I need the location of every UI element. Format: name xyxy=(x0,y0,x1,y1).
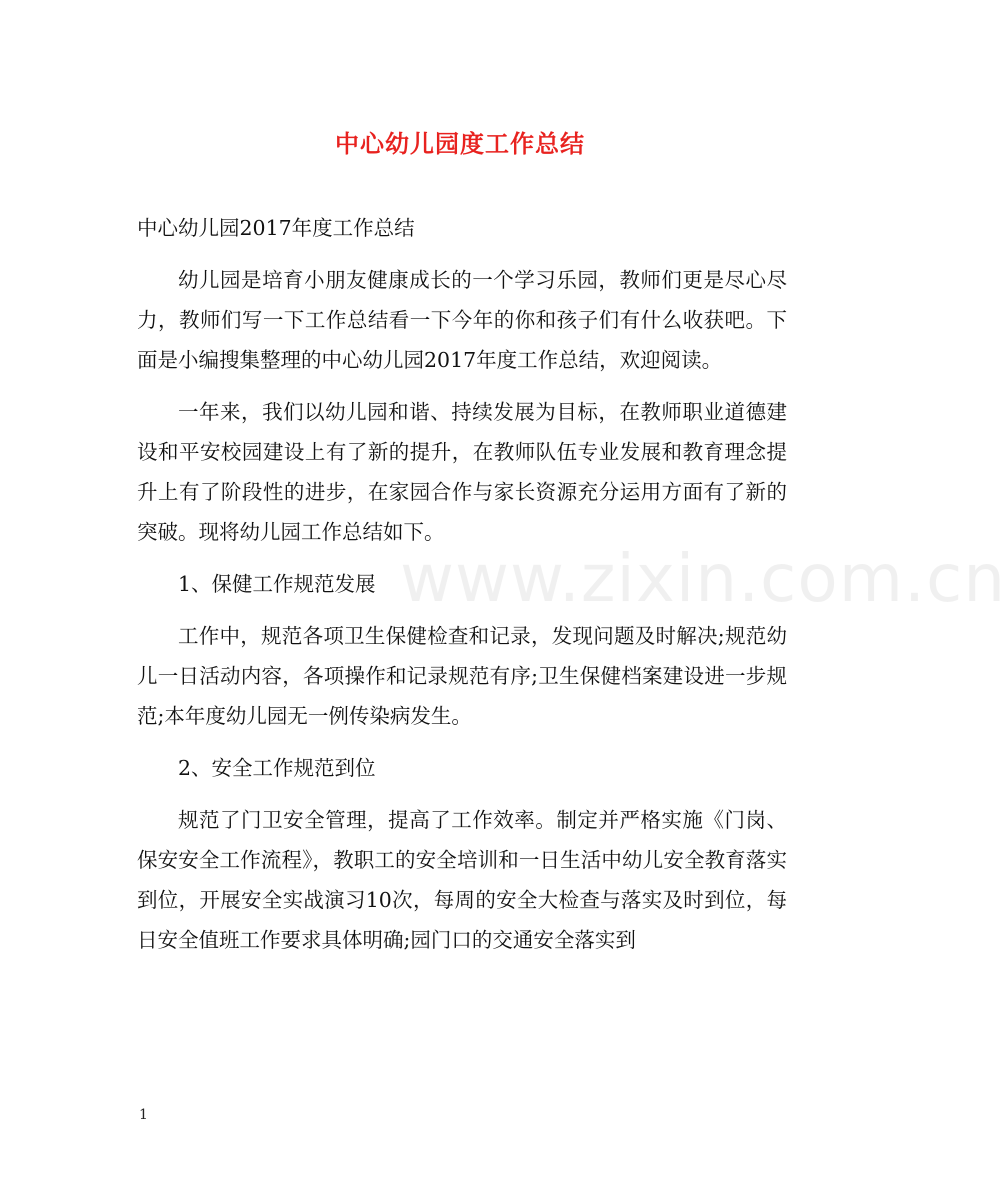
document-body xyxy=(137,208,787,972)
paragraph-subtitle: 中心幼儿园2017年度工作总结 xyxy=(137,216,415,240)
paragraph-health: 工作中，规范各项卫生保健检查和记录，发现问题及时解决;规范幼儿一日活动内容，各项操作和记录规范有序;卫生保健档案建设进一步规范;本年度幼儿园无一例传染病发生。 xyxy=(137,624,787,728)
page-number: 1 xyxy=(139,1107,148,1123)
paragraph-overview: 一年来，我们以幼儿园和谐、持续发展为目标，在教师职业道德建设和平安校园建设上有了新的提升，在教师队伍专业发展和教育理念提升上有了阶段性的进步，在家园合作与家长资源充分运用方面有了新的突破。现将幼儿园工作总结如下。 xyxy=(137,400,787,544)
section-heading-safety: 2、安全工作规范到位 xyxy=(178,756,376,780)
watermark: www.zixin.com.cn xyxy=(400,540,1006,617)
paragraph-safety: 规范了门卫安全管理，提高了工作效率。制定并严格实施《门岗、保安安全工作流程》，教职工的安全培训和一日生活中幼儿安全教育落实到位，开展安全实战演习10次，每周的安全大检查与落实及时到位，每日安全值班工作要求具体明确;园门口的交通安全落实到 xyxy=(137,808,787,952)
section-heading-health: 1、保健工作规范发展 xyxy=(178,572,376,596)
document-title: 中心幼儿园度工作总结 xyxy=(335,129,585,158)
paragraph-intro: 幼儿园是培育小朋友健康成长的一个学习乐园，教师们更是尽心尽力，教师们写一下工作总结看一下今年的你和孩子们有什么收获吧。下面是小编搜集整理的中心幼儿园2017年度工作总结，欢迎阅读。 xyxy=(137,268,787,372)
